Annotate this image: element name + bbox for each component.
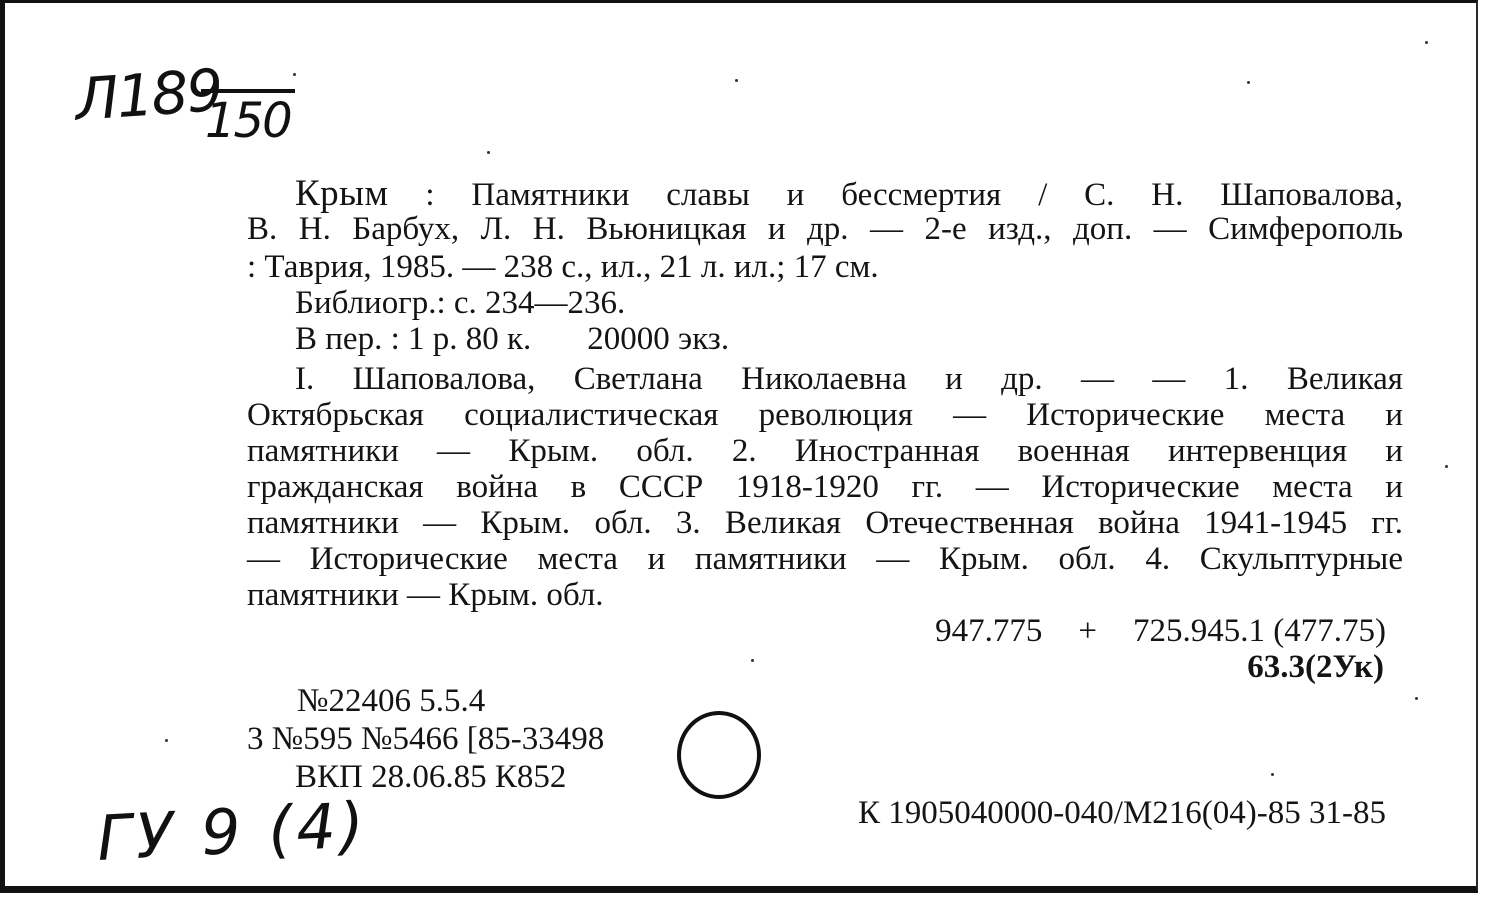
tracing-line: гражданская война в СССР 1918-1920 гг. — Исторические места и xyxy=(247,469,1403,505)
handwritten-call-number: Л189 xyxy=(72,55,224,135)
bbk-index: 63.3(2Ук) xyxy=(1247,649,1384,685)
bibliography-note: Библиогр.: с. 234—236. xyxy=(295,285,626,321)
tracing-line: памятники — Крым. обл. 3. Великая Отечественная война 1941-1945 гг. xyxy=(247,505,1403,541)
handwritten-note: ГУ 9 (4) xyxy=(95,787,370,876)
plus-sign: + xyxy=(1078,613,1098,649)
price-line xyxy=(295,323,729,356)
order-line-2 xyxy=(247,723,729,756)
publisher-code: К 1905040000-040/М216(04)-85 31-85 xyxy=(858,795,1386,831)
speck xyxy=(487,151,490,154)
tracing-line: памятники — Крым. обл. 2. Иностранная военная интервенция и xyxy=(247,433,1403,469)
price: В пер. : 1 р. 80 к. xyxy=(295,321,532,357)
udc-index-2: 725.945.1 (477.75) xyxy=(1133,613,1386,649)
speck xyxy=(735,79,738,82)
print-run: 20000 экз. xyxy=(587,321,730,357)
card-title: Крым xyxy=(295,173,389,214)
speck xyxy=(1415,697,1418,700)
description-line-3: : Таврия, 1985. — 238 с., ил., 21 л. ил.; 17 см. xyxy=(247,249,879,285)
speck xyxy=(1445,465,1448,468)
speck xyxy=(1247,81,1250,84)
tracing-line: — Исторические места и памятники — Крым. обл. 4. Скульптурные xyxy=(247,541,1403,577)
speck xyxy=(751,659,754,662)
order-line-1: №22406 5.5.4 xyxy=(297,683,486,719)
speck xyxy=(293,73,296,76)
handwritten-call-number-sub: 150 xyxy=(201,89,295,149)
description-line-2: В. Н. Барбух, Л. Н. Вьюницкая и др. — 2-е изд., доп. — Симферополь xyxy=(247,211,1403,247)
speck xyxy=(165,739,168,742)
stamp-circle-icon xyxy=(677,711,761,799)
tracing-line: памятники — Крым. обл. xyxy=(247,577,604,613)
description-line-1 xyxy=(295,175,1403,212)
tracing-line: Октябрьская социалистическая революция — Исторические места и xyxy=(247,397,1403,433)
tracing-line: I. Шаповалова, Светлана Николаевна и др. — — 1. Великая xyxy=(295,361,1403,397)
order-line-3: ВКП 28.06.85 К852 xyxy=(295,759,567,795)
speck xyxy=(1425,41,1428,44)
title-statement: : Памятники славы и бессмертия / С. Н. Шаповалова, xyxy=(425,177,1403,213)
speck xyxy=(1271,773,1274,776)
classification-line xyxy=(935,615,1386,648)
order-numbers: 3 №595 №5466 [85-33498 xyxy=(247,721,605,757)
udc-index: 947.775 xyxy=(935,613,1043,649)
